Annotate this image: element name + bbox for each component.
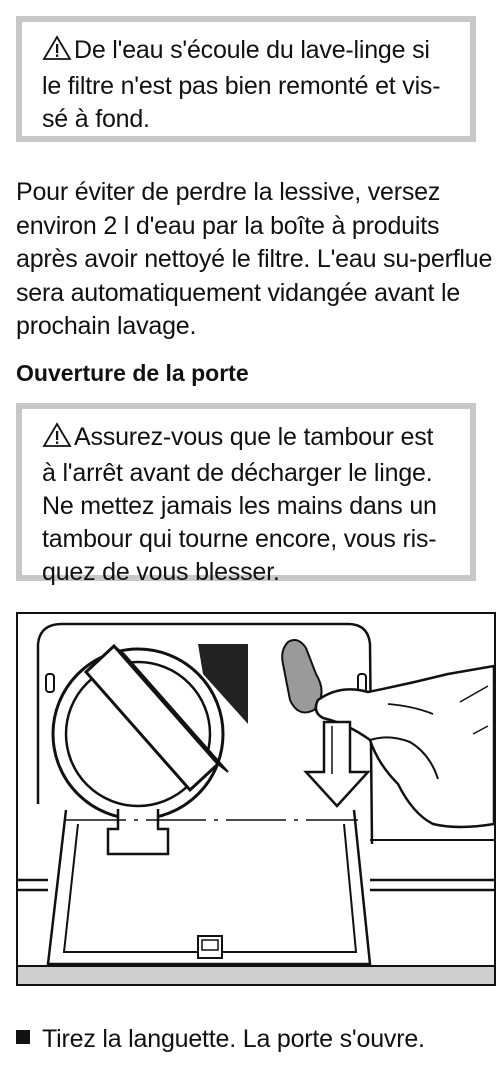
section-heading: Ouverture de la porte [16, 360, 249, 386]
warning-text-filter: De l'eau s'écoule du lave-linge si le filtre n'est pas bien remonté et vis-sé à fond. [42, 36, 441, 133]
instruction-item [16, 1024, 425, 1054]
warning-box-drum [16, 403, 476, 586]
warning-triangle-icon [42, 35, 72, 70]
square-bullet-icon [16, 1030, 30, 1044]
instruction-text: Tirez la languette. La porte s'ouvre. [42, 1025, 425, 1053]
filter-door-illustration [16, 612, 496, 986]
warning-box-filter [16, 16, 476, 142]
warning-triangle-icon [42, 422, 72, 457]
warning-text-drum: Assurez-vous que le tambour est à l'arrêt avant de décharger le linge. Ne mettez jamais les mains dans un tambour qui tourne encore, vous ris-quez de vous blesser. [42, 423, 437, 586]
paragraph-detergent: Pour éviter de perdre la lessive, versez environ 2 l d'eau par la boîte à produits après avoir nettoyé le filtre. L'eau su-perflue sera automatiquement vidangée avant le prochain lavage. [16, 178, 493, 340]
